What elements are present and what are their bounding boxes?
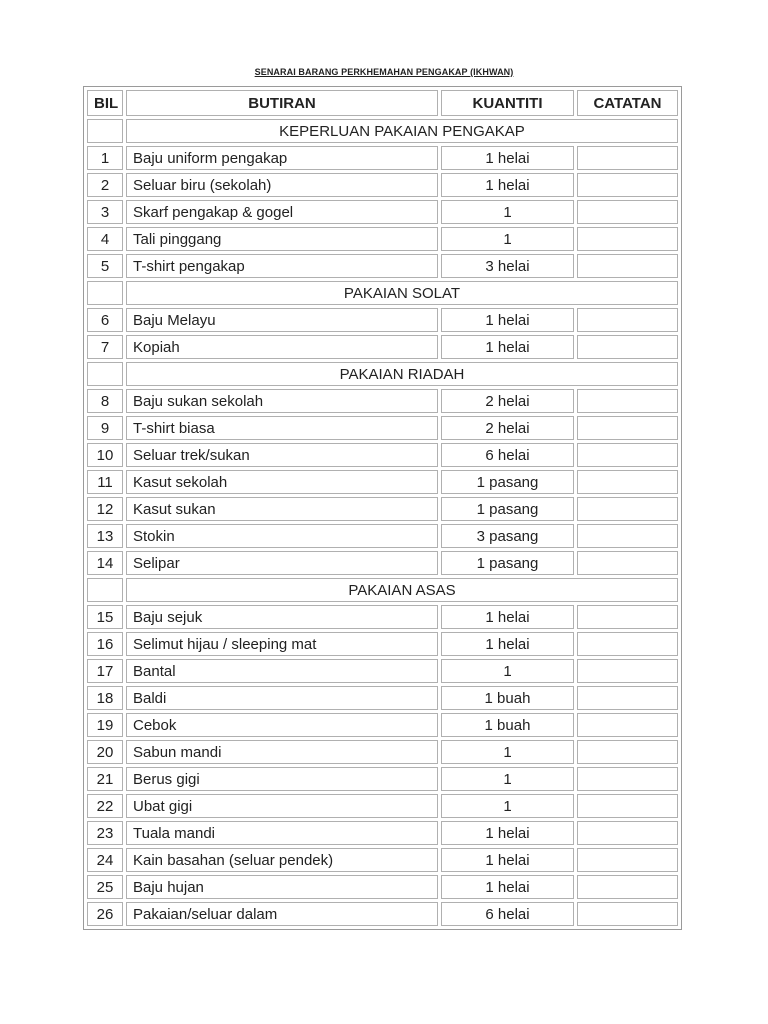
row-quantity: 1 (441, 767, 574, 791)
table-row (87, 470, 678, 494)
table-row (87, 902, 678, 926)
row-bil: 25 (87, 875, 123, 899)
row-note (577, 902, 678, 926)
row-bil: 16 (87, 632, 123, 656)
row-item: Baju sukan sekolah (126, 389, 438, 413)
row-note (577, 173, 678, 197)
row-item: Baju uniform pengakap (126, 146, 438, 170)
row-item: Selimut hijau / sleeping mat (126, 632, 438, 656)
table-row (87, 146, 678, 170)
row-quantity: 1 (441, 659, 574, 683)
row-bil: 13 (87, 524, 123, 548)
row-note (577, 821, 678, 845)
row-note (577, 470, 678, 494)
table-row (87, 767, 678, 791)
row-item: Bantal (126, 659, 438, 683)
row-quantity: 1 helai (441, 308, 574, 332)
row-bil: 8 (87, 389, 123, 413)
table-row (87, 254, 678, 278)
row-quantity: 1 helai (441, 146, 574, 170)
section-bil-cell (87, 362, 123, 386)
row-note (577, 254, 678, 278)
row-item: Selipar (126, 551, 438, 575)
row-item: Cebok (126, 713, 438, 737)
row-bil: 15 (87, 605, 123, 629)
row-item: Kasut sekolah (126, 470, 438, 494)
row-bil: 9 (87, 416, 123, 440)
table-row (87, 686, 678, 710)
row-note (577, 524, 678, 548)
section-row (87, 119, 678, 143)
table-row (87, 875, 678, 899)
row-note (577, 416, 678, 440)
checklist-table (83, 86, 682, 930)
row-quantity: 1 pasang (441, 470, 574, 494)
row-bil: 20 (87, 740, 123, 764)
row-item: Skarf pengakap & gogel (126, 200, 438, 224)
row-item: T-shirt pengakap (126, 254, 438, 278)
table-row (87, 848, 678, 872)
row-quantity: 1 pasang (441, 551, 574, 575)
header-catatan: CATATAN (577, 90, 678, 116)
row-note (577, 389, 678, 413)
table-row (87, 173, 678, 197)
row-item: Sabun mandi (126, 740, 438, 764)
section-label: KEPERLUAN PAKAIAN PENGAKAP (126, 119, 678, 143)
table-row (87, 497, 678, 521)
row-note (577, 146, 678, 170)
section-row (87, 362, 678, 386)
row-note (577, 497, 678, 521)
row-bil: 26 (87, 902, 123, 926)
row-bil: 5 (87, 254, 123, 278)
row-quantity: 3 helai (441, 254, 574, 278)
row-quantity: 1 helai (441, 605, 574, 629)
section-bil-cell (87, 281, 123, 305)
table-row (87, 713, 678, 737)
row-quantity: 1 (441, 200, 574, 224)
section-label: PAKAIAN RIADAH (126, 362, 678, 386)
row-item: Kopiah (126, 335, 438, 359)
row-quantity: 1 (441, 740, 574, 764)
row-bil: 11 (87, 470, 123, 494)
row-quantity: 1 buah (441, 686, 574, 710)
table-row (87, 794, 678, 818)
section-bil-cell (87, 119, 123, 143)
row-quantity: 1 buah (441, 713, 574, 737)
row-quantity: 1 helai (441, 632, 574, 656)
row-item: Seluar trek/sukan (126, 443, 438, 467)
row-quantity: 1 helai (441, 848, 574, 872)
section-row (87, 578, 678, 602)
table-row (87, 200, 678, 224)
row-item: Baju sejuk (126, 605, 438, 629)
row-quantity: 6 helai (441, 443, 574, 467)
row-item: Tali pinggang (126, 227, 438, 251)
table-row (87, 605, 678, 629)
header-kuantiti: KUANTITI (441, 90, 574, 116)
row-bil: 2 (87, 173, 123, 197)
table-row (87, 551, 678, 575)
section-label: PAKAIAN ASAS (126, 578, 678, 602)
table-row (87, 416, 678, 440)
table-row (87, 335, 678, 359)
row-bil: 18 (87, 686, 123, 710)
row-bil: 19 (87, 713, 123, 737)
row-item: T-shirt biasa (126, 416, 438, 440)
row-bil: 14 (87, 551, 123, 575)
table-body (87, 119, 678, 926)
row-bil: 23 (87, 821, 123, 845)
row-quantity: 1 helai (441, 335, 574, 359)
row-bil: 7 (87, 335, 123, 359)
table-row (87, 524, 678, 548)
row-note (577, 632, 678, 656)
row-item: Pakaian/seluar dalam (126, 902, 438, 926)
row-item: Kasut sukan (126, 497, 438, 521)
row-bil: 22 (87, 794, 123, 818)
row-quantity: 1 helai (441, 875, 574, 899)
row-item: Baldi (126, 686, 438, 710)
row-note (577, 740, 678, 764)
row-note (577, 551, 678, 575)
row-bil: 3 (87, 200, 123, 224)
row-note (577, 713, 678, 737)
row-bil: 24 (87, 848, 123, 872)
row-quantity: 2 helai (441, 389, 574, 413)
row-note (577, 308, 678, 332)
section-row (87, 281, 678, 305)
header-row (87, 90, 678, 116)
row-note (577, 848, 678, 872)
row-bil: 17 (87, 659, 123, 683)
row-quantity: 1 helai (441, 173, 574, 197)
row-item: Baju Melayu (126, 308, 438, 332)
row-bil: 10 (87, 443, 123, 467)
row-item: Stokin (126, 524, 438, 548)
row-item: Baju hujan (126, 875, 438, 899)
row-item: Berus gigi (126, 767, 438, 791)
row-note (577, 659, 678, 683)
row-quantity: 1 (441, 794, 574, 818)
row-bil: 21 (87, 767, 123, 791)
row-quantity: 1 pasang (441, 497, 574, 521)
table-row (87, 821, 678, 845)
table-row (87, 227, 678, 251)
row-note (577, 875, 678, 899)
row-quantity: 3 pasang (441, 524, 574, 548)
row-bil: 6 (87, 308, 123, 332)
row-item: Seluar biru (sekolah) (126, 173, 438, 197)
section-label: PAKAIAN SOLAT (126, 281, 678, 305)
row-note (577, 443, 678, 467)
row-item: Tuala mandi (126, 821, 438, 845)
row-item: Kain basahan (seluar pendek) (126, 848, 438, 872)
row-item: Ubat gigi (126, 794, 438, 818)
row-note (577, 335, 678, 359)
section-bil-cell (87, 578, 123, 602)
row-note (577, 794, 678, 818)
row-quantity: 1 (441, 227, 574, 251)
row-note (577, 767, 678, 791)
row-note (577, 605, 678, 629)
row-quantity: 2 helai (441, 416, 574, 440)
header-bil: BIL (87, 90, 123, 116)
document-title: SENARAI BARANG PERKHEMAHAN PENGAKAP (IKHWAN) (254, 67, 514, 77)
header-butiran: BUTIRAN (126, 90, 438, 116)
table-row (87, 632, 678, 656)
table-row (87, 659, 678, 683)
row-note (577, 227, 678, 251)
row-quantity: 1 helai (441, 821, 574, 845)
row-bil: 12 (87, 497, 123, 521)
table-row (87, 389, 678, 413)
row-note (577, 686, 678, 710)
row-quantity: 6 helai (441, 902, 574, 926)
row-note (577, 200, 678, 224)
row-bil: 4 (87, 227, 123, 251)
table-row (87, 740, 678, 764)
row-bil: 1 (87, 146, 123, 170)
table-row (87, 443, 678, 467)
table-row (87, 308, 678, 332)
